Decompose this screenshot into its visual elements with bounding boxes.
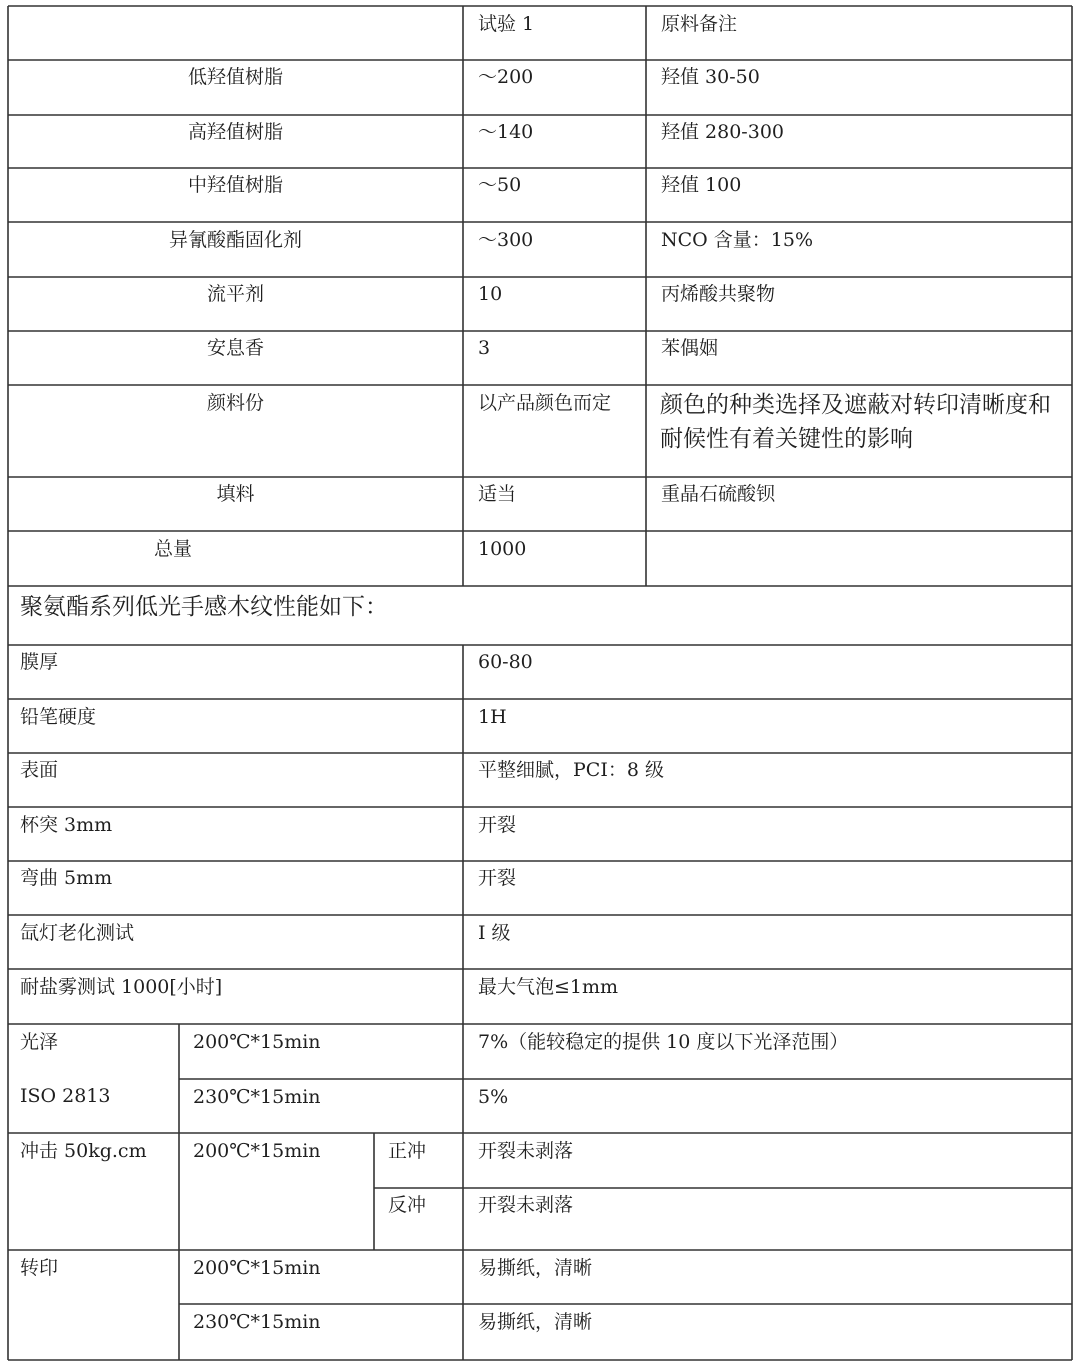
recipe-amount: ～50 — [478, 174, 522, 196]
recipe-amount: 1000 — [478, 538, 527, 560]
recipe-amount: ～300 — [478, 229, 534, 251]
performance-title: 聚氨酯系列低光手感木纹性能如下： — [20, 594, 388, 620]
recipe-amount: 适当 — [478, 483, 517, 505]
recipe-note: 重晶石硫酸钡 — [661, 483, 776, 505]
recipe-amount: ～200 — [478, 66, 534, 88]
performance-label: 膜厚 — [20, 651, 59, 673]
recipe-material: 低羟值树脂 — [187, 66, 283, 88]
recipe-amount: 10 — [478, 283, 503, 305]
gloss-label: 光泽 — [20, 1031, 59, 1053]
performance-value: 开裂 — [478, 814, 517, 836]
recipe-note: 丙烯酸共聚物 — [661, 283, 776, 305]
recipe-amount: 3 — [478, 337, 491, 359]
recipe-header-note: 原料备注 — [661, 13, 738, 35]
recipe-note: 苯偶姻 — [661, 337, 719, 359]
performance-label: 铅笔硬度 — [20, 706, 97, 728]
performance-label: 表面 — [20, 759, 59, 781]
recipe-note: 颜色的种类选择及遮蔽对转印清晰度和耐候性有着关键性的影响 — [660, 392, 1051, 452]
recipe-material: 安息香 — [206, 337, 264, 359]
transfer-condition: 230℃*15min — [193, 1311, 321, 1333]
recipe-header-trial: 试验 1 — [478, 13, 535, 35]
performance-value: 开裂 — [478, 867, 517, 889]
impact-condition: 200℃*15min — [193, 1140, 321, 1162]
performance-label: 氙灯老化测试 — [20, 922, 135, 944]
gloss-value: 5% — [478, 1086, 509, 1108]
performance-label: 杯突 3mm — [20, 814, 113, 836]
transfer-condition: 200℃*15min — [193, 1257, 321, 1279]
performance-value: 60-80 — [478, 651, 533, 673]
performance-label: 弯曲 5mm — [20, 867, 113, 889]
recipe-note: NCO 含量：15% — [661, 229, 814, 251]
transfer-label: 转印 — [20, 1257, 59, 1279]
impact-value: 开裂未剥落 — [478, 1194, 574, 1216]
recipe-amount: ～140 — [478, 121, 534, 143]
recipe-material: 高羟值树脂 — [187, 121, 283, 143]
recipe-material: 填料 — [216, 483, 255, 505]
recipe-note: 羟值 30-50 — [661, 66, 760, 88]
gloss-condition: 200℃*15min — [193, 1031, 321, 1053]
transfer-value: 易撕纸，清晰 — [478, 1311, 593, 1333]
recipe-material: 异氰酸酯固化剂 — [168, 229, 302, 251]
transfer-value: 易撕纸，清晰 — [478, 1257, 593, 1279]
recipe-material: 总量 — [153, 538, 192, 560]
gloss-value: 7%（能较稳定的提供 10 度以下光泽范围） — [478, 1031, 849, 1053]
recipe-material: 中羟值树脂 — [187, 174, 283, 196]
recipe-material: 流平剂 — [206, 283, 264, 305]
recipe-amount: 以产品颜色而定 — [478, 392, 612, 414]
performance-value: I 级 — [478, 922, 511, 944]
impact-value: 开裂未剥落 — [478, 1140, 574, 1162]
impact-direction: 反冲 — [388, 1194, 427, 1216]
recipe-note: 羟值 280-300 — [661, 121, 784, 143]
gloss-standard: ISO 2813 — [20, 1085, 111, 1107]
performance-value: 最大气泡≤1mm — [478, 976, 619, 998]
recipe-note: 羟值 100 — [661, 174, 742, 196]
performance-value: 平整细腻，PCI：8 级 — [478, 759, 664, 781]
gloss-condition: 230℃*15min — [193, 1086, 321, 1108]
impact-label: 冲击 50kg.cm — [20, 1140, 147, 1162]
performance-label: 耐盐雾测试 1000[小时] — [20, 976, 223, 998]
performance-value: 1H — [478, 706, 507, 728]
recipe-material: 颜料份 — [206, 392, 264, 414]
impact-direction: 正冲 — [388, 1140, 427, 1162]
